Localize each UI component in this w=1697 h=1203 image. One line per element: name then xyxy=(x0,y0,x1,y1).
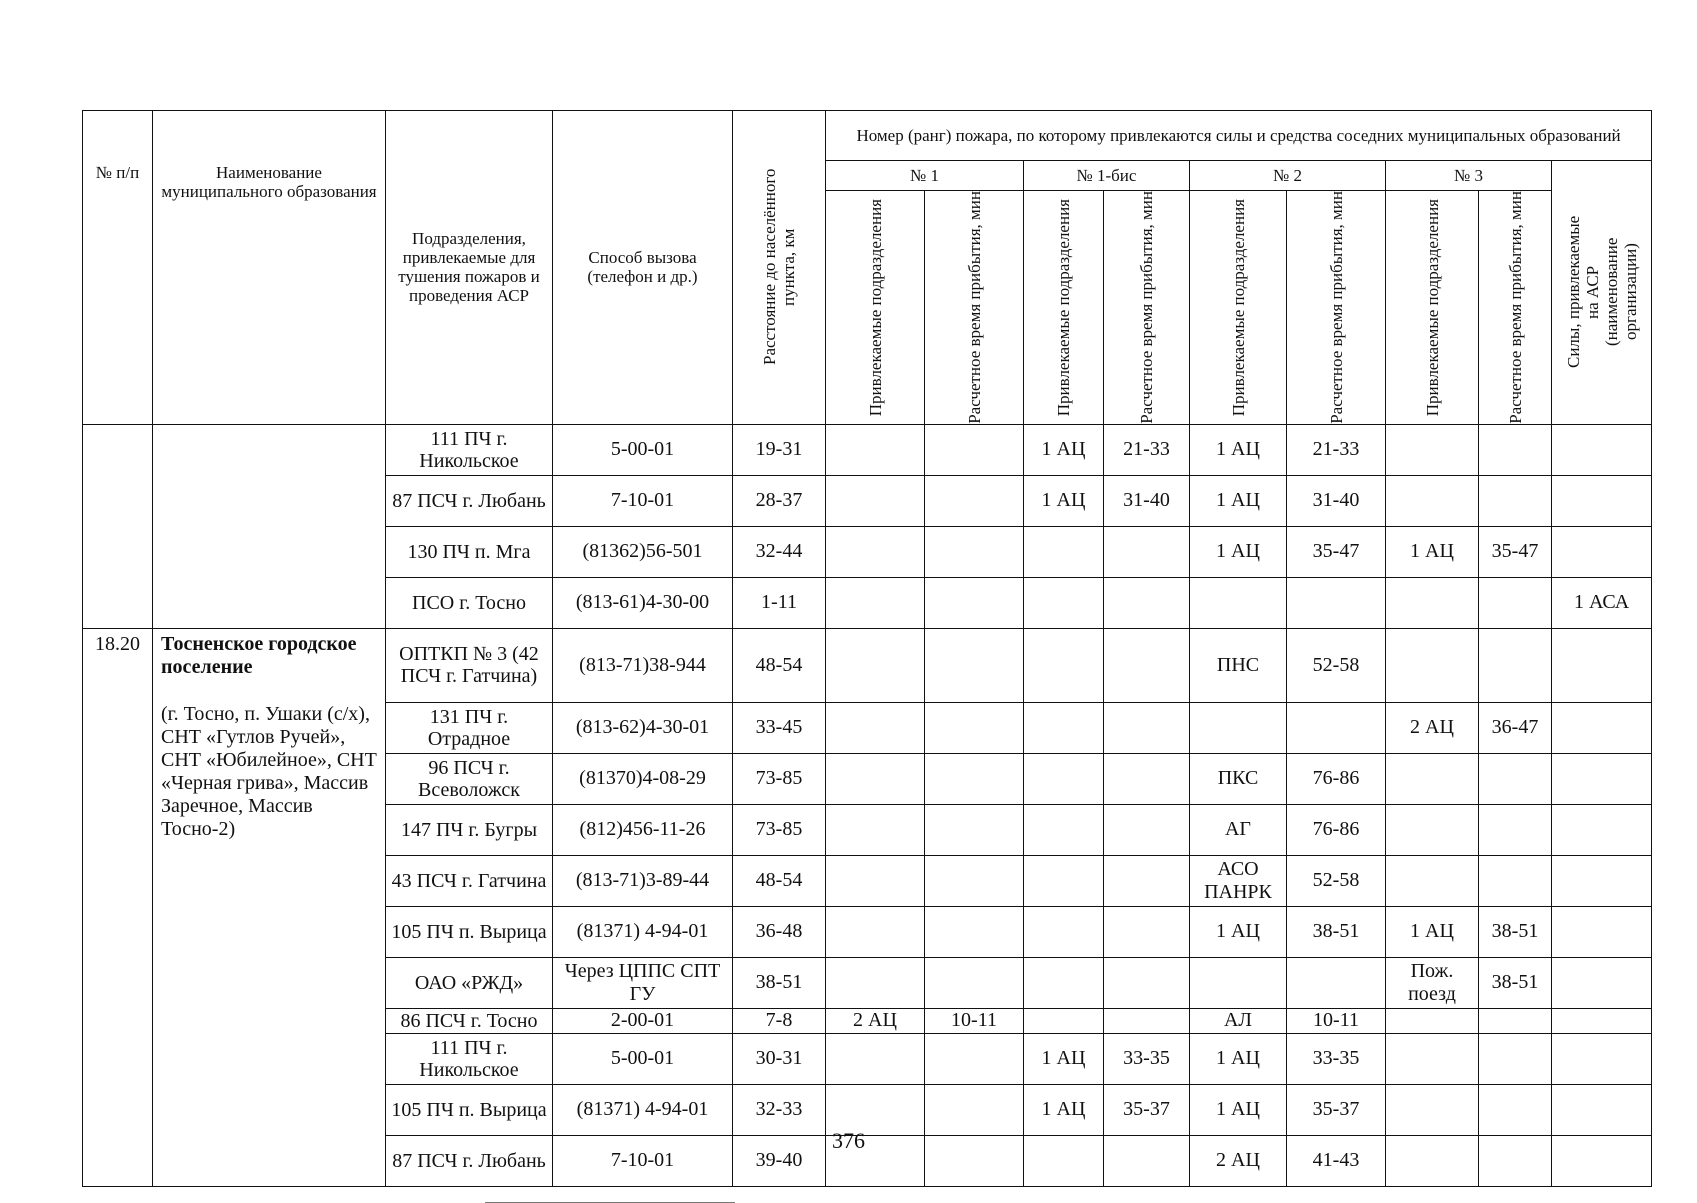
cell-rank2-time: 35-47 xyxy=(1287,526,1386,577)
cell-rank1bis-units xyxy=(1024,906,1104,957)
cell-distance: 32-33 xyxy=(733,1084,826,1135)
cell-rank1-units xyxy=(826,753,925,804)
cell-rank1bis-units: 1 АЦ xyxy=(1024,1084,1104,1135)
cell-rank3-time xyxy=(1479,475,1552,526)
cell-rank1-time xyxy=(925,855,1024,906)
cell-rank2-units: 2 АЦ xyxy=(1190,1135,1287,1186)
cell-distance: 36-48 xyxy=(733,906,826,957)
cell-rank2-units xyxy=(1190,702,1287,753)
cell-rank2-units xyxy=(1190,577,1287,628)
cell-asr-forces xyxy=(1552,906,1652,957)
cell-rank2-time: 10-11 xyxy=(1287,1008,1386,1033)
cell-rank1-units xyxy=(826,906,925,957)
cell-rank3-units xyxy=(1386,628,1479,702)
cell-rank3-time: 38-51 xyxy=(1479,957,1552,1008)
cell-rank1-time xyxy=(925,577,1024,628)
rank1bis-arrival-text: Расчетное время прибытия, мин xyxy=(1137,191,1156,424)
cell-rank3-time: 35-47 xyxy=(1479,526,1552,577)
col-header-number: № п/п xyxy=(83,111,153,425)
cell-rank3-units xyxy=(1386,475,1479,526)
cell-rank1bis-units xyxy=(1024,753,1104,804)
cell-rank1-units xyxy=(826,702,925,753)
rank3-arrival-text: Расчетное время прибытия, мин xyxy=(1505,191,1525,424)
cell-call-method: (81362)56-501 xyxy=(553,526,733,577)
cell-municipality xyxy=(153,628,386,1186)
cell-unit: 105 ПЧ п. Вырица xyxy=(386,1084,553,1135)
cell-rank2-time xyxy=(1287,577,1386,628)
cell-call-method: (813-62)4-30-01 xyxy=(553,702,733,753)
cell-call-method: (81371) 4-94-01 xyxy=(553,906,733,957)
cell-rank1bis-units xyxy=(1024,855,1104,906)
cell-rank2-units: АГ xyxy=(1190,804,1287,855)
cell-call-method: 7-10-01 xyxy=(553,475,733,526)
cell-rank2-time: 35-37 xyxy=(1287,1084,1386,1135)
cell-rank2-time: 76-86 xyxy=(1287,804,1386,855)
cell-call-method: Через ЦППС СПТ ГУ xyxy=(553,957,733,1008)
col-header-units: Подразделения, привлекаемые для тушения пожаров и проведения АСР xyxy=(386,111,553,425)
cell-rank1-time xyxy=(925,526,1024,577)
cell-number-continued xyxy=(83,424,153,628)
cell-rank1-units xyxy=(826,804,925,855)
cell-call-method: 5-00-01 xyxy=(553,424,733,475)
cell-rank1-time xyxy=(925,1033,1024,1084)
col-header-rank-2: № 2 xyxy=(1190,161,1386,191)
cell-rank3-units xyxy=(1386,855,1479,906)
cell-rank3-units xyxy=(1386,1008,1479,1033)
cell-rank1bis-units: 1 АЦ xyxy=(1024,424,1104,475)
cell-rank1bis-units xyxy=(1024,628,1104,702)
cell-rank2-units: 1 АЦ xyxy=(1190,1084,1287,1135)
cell-distance: 33-45 xyxy=(733,702,826,753)
rank1-arrival-text: Расчетное время прибытия, мин xyxy=(964,191,984,424)
cell-rank2-units: ПКС xyxy=(1190,753,1287,804)
cell-rank1bis-units xyxy=(1024,702,1104,753)
col-header-rank1bis-arrival xyxy=(1104,191,1190,425)
cell-rank3-units xyxy=(1386,1033,1479,1084)
cell-asr-forces: 1 АСА xyxy=(1552,577,1652,628)
cell-rank3-time xyxy=(1479,855,1552,906)
cell-rank2-time: 52-58 xyxy=(1287,628,1386,702)
cell-rank3-units xyxy=(1386,753,1479,804)
rank1-involved-text: Привлекаемые подразделения xyxy=(865,198,885,417)
cell-rank1bis-time: 33-35 xyxy=(1104,1033,1190,1084)
cell-rank3-time: 36-47 xyxy=(1479,702,1552,753)
municipality-places: (г. Тосно, п. Ушаки (с/х), СНТ «Гутлов Ручей», СНТ «Юбилейное», СНТ «Черная грива», Массив Заречное, Массив Тосно-2) xyxy=(161,702,377,840)
cell-rank1bis-time xyxy=(1104,906,1190,957)
cell-rank2-units: АСО ПАНРК xyxy=(1190,855,1287,906)
cell-rank3-time xyxy=(1479,753,1552,804)
cell-distance: 48-54 xyxy=(733,855,826,906)
table-row xyxy=(83,424,1652,475)
col-header-rank1-involved xyxy=(826,191,925,425)
cell-call-method: 5-00-01 xyxy=(553,1033,733,1084)
cell-rank1bis-units xyxy=(1024,526,1104,577)
cell-rank1-time xyxy=(925,906,1024,957)
cell-rank1-time xyxy=(925,628,1024,702)
cell-distance: 30-31 xyxy=(733,1033,826,1084)
cell-unit: 147 ПЧ г. Бугры xyxy=(386,804,553,855)
cell-rank2-time: 38-51 xyxy=(1287,906,1386,957)
cell-asr-forces xyxy=(1552,475,1652,526)
distance-header-text: Расстояние до населённого пункта, км xyxy=(760,169,798,366)
cell-rank1bis-time xyxy=(1104,855,1190,906)
cell-row-number: 18.20 xyxy=(83,628,153,1186)
cell-distance: 28-37 xyxy=(733,475,826,526)
cell-asr-forces xyxy=(1552,424,1652,475)
page-number: 376 xyxy=(832,1128,865,1153)
cell-rank3-time xyxy=(1479,424,1552,475)
cell-unit: 131 ПЧ г. Отрадное xyxy=(386,702,553,753)
cell-rank2-time: 21-33 xyxy=(1287,424,1386,475)
cell-rank1bis-time xyxy=(1104,957,1190,1008)
cell-rank1bis-units: 1 АЦ xyxy=(1024,1033,1104,1084)
cell-rank2-units: 1 АЦ xyxy=(1190,1033,1287,1084)
cell-rank1-units: 2 АЦ xyxy=(826,1008,925,1033)
cell-rank2-time: 33-35 xyxy=(1287,1033,1386,1084)
cell-distance: 73-85 xyxy=(733,804,826,855)
cell-unit: 43 ПСЧ г. Гатчина xyxy=(386,855,553,906)
cell-distance: 1-11 xyxy=(733,577,826,628)
table-header xyxy=(83,111,1652,425)
cell-rank1-time xyxy=(925,702,1024,753)
cell-rank1bis-time xyxy=(1104,1008,1190,1033)
cell-rank1-units xyxy=(826,424,925,475)
asr-forces-header-text: Силы, привлекаемые на АСР (наименование организации) xyxy=(1563,216,1640,369)
col-header-rank3-arrival xyxy=(1479,191,1552,425)
cell-asr-forces xyxy=(1552,702,1652,753)
cell-unit: 86 ПСЧ г. Тосно xyxy=(386,1008,553,1033)
col-header-call-method: Способ вызова (телефон и др.) xyxy=(553,111,733,425)
col-header-rank-1: № 1 xyxy=(826,161,1024,191)
cell-asr-forces xyxy=(1552,957,1652,1008)
cell-rank3-time xyxy=(1479,804,1552,855)
cell-rank1-time xyxy=(925,804,1024,855)
cell-asr-forces xyxy=(1552,804,1652,855)
cell-distance: 38-51 xyxy=(733,957,826,1008)
cell-rank1-time xyxy=(925,424,1024,475)
cell-rank2-units: АЛ xyxy=(1190,1008,1287,1033)
cell-rank1-time xyxy=(925,753,1024,804)
cell-rank2-time: 52-58 xyxy=(1287,855,1386,906)
cell-unit: 111 ПЧ г. Никольское xyxy=(386,1033,553,1084)
col-header-distance xyxy=(733,111,826,425)
cell-rank1bis-time xyxy=(1104,702,1190,753)
cell-rank2-units: 1 АЦ xyxy=(1190,475,1287,526)
cell-rank1-units xyxy=(826,526,925,577)
col-header-municipality: Наименование муниципального образования xyxy=(153,111,386,425)
cell-call-method: (813-71)38-944 xyxy=(553,628,733,702)
cell-rank1-time xyxy=(925,475,1024,526)
col-header-rank3-involved xyxy=(1386,191,1479,425)
col-header-rank1-arrival xyxy=(925,191,1024,425)
cell-unit: 96 ПСЧ г. Всеволожск xyxy=(386,753,553,804)
cell-rank3-units xyxy=(1386,804,1479,855)
cell-rank1-units xyxy=(826,628,925,702)
municipality-name: Тосненское городское поселение xyxy=(161,632,357,678)
cell-rank1bis-time xyxy=(1104,526,1190,577)
cell-rank1bis-time xyxy=(1104,804,1190,855)
cell-rank1bis-time: 21-33 xyxy=(1104,424,1190,475)
rank2-arrival-text: Расчетное время прибытия, мин xyxy=(1326,191,1346,424)
cell-unit: 130 ПЧ п. Мга xyxy=(386,526,553,577)
cell-rank3-units xyxy=(1386,424,1479,475)
cell-rank2-units: ПНС xyxy=(1190,628,1287,702)
cell-rank1bis-units xyxy=(1024,957,1104,1008)
cell-call-method: 2-00-01 xyxy=(553,1008,733,1033)
cell-asr-forces xyxy=(1552,1008,1652,1033)
cell-unit: 105 ПЧ п. Вырица xyxy=(386,906,553,957)
cell-rank3-units xyxy=(1386,577,1479,628)
cell-call-method: (81371) 4-94-01 xyxy=(553,1084,733,1135)
cell-rank2-time: 41-43 xyxy=(1287,1135,1386,1186)
col-header-rank2-arrival xyxy=(1287,191,1386,425)
cell-call-method: 7-10-01 xyxy=(553,1135,733,1186)
cell-asr-forces xyxy=(1552,753,1652,804)
cell-call-method: (813-61)4-30-00 xyxy=(553,577,733,628)
cell-distance: 32-44 xyxy=(733,526,826,577)
cell-asr-forces xyxy=(1552,1033,1652,1084)
col-header-rank2-involved xyxy=(1190,191,1287,425)
cell-rank1bis-units xyxy=(1024,577,1104,628)
cell-rank1-units xyxy=(826,957,925,1008)
cell-asr-forces xyxy=(1552,855,1652,906)
cell-rank1bis-units xyxy=(1024,1008,1104,1033)
fire-forces-table-sheet xyxy=(82,110,1650,1187)
cell-call-method: (813-71)3-89-44 xyxy=(553,855,733,906)
col-header-rank-3: № 3 xyxy=(1386,161,1552,191)
cell-rank1-units xyxy=(826,855,925,906)
cell-rank3-units: 1 АЦ xyxy=(1386,526,1479,577)
cell-unit: ОПТКП № 3 (42 ПСЧ г. Гатчина) xyxy=(386,628,553,702)
cell-rank3-units: Пож. поезд xyxy=(1386,957,1479,1008)
cell-rank3-units: 1 АЦ xyxy=(1386,906,1479,957)
col-header-fire-rank: Номер (ранг) пожара, по которому привлекаются силы и средства соседних муниципальных образований xyxy=(826,111,1652,161)
cell-rank3-time xyxy=(1479,1008,1552,1033)
cell-unit: ОАО «РЖД» xyxy=(386,957,553,1008)
rank3-involved-text: Привлекаемые подразделения xyxy=(1422,198,1442,417)
col-header-rank1bis-involved xyxy=(1024,191,1104,425)
cell-rank1bis-time xyxy=(1104,628,1190,702)
rank1bis-involved-text: Привлекаемые подразделения xyxy=(1054,198,1073,417)
cell-rank2-time xyxy=(1287,702,1386,753)
cell-unit: 111 ПЧ г. Никольское xyxy=(386,424,553,475)
cell-distance: 39-40 xyxy=(733,1135,826,1186)
cell-rank2-units: 1 АЦ xyxy=(1190,906,1287,957)
cell-rank1bis-units xyxy=(1024,804,1104,855)
cell-distance: 19-31 xyxy=(733,424,826,475)
cell-rank1bis-units: 1 АЦ xyxy=(1024,475,1104,526)
table-body xyxy=(83,424,1652,1186)
cell-rank2-time: 76-86 xyxy=(1287,753,1386,804)
cell-rank2-time: 31-40 xyxy=(1287,475,1386,526)
cell-rank1bis-time: 35-37 xyxy=(1104,1084,1190,1135)
cell-rank2-units xyxy=(1190,957,1287,1008)
cell-rank2-time xyxy=(1287,957,1386,1008)
cell-rank1bis-time xyxy=(1104,753,1190,804)
cell-unit: 87 ПСЧ г. Любань xyxy=(386,1135,553,1186)
cell-rank1-units xyxy=(826,475,925,526)
cell-rank3-time xyxy=(1479,577,1552,628)
cell-distance: 7-8 xyxy=(733,1008,826,1033)
cell-rank1-units xyxy=(826,577,925,628)
cell-rank1-time: 10-11 xyxy=(925,1008,1024,1033)
cell-rank2-units: 1 АЦ xyxy=(1190,526,1287,577)
cell-rank2-units: 1 АЦ xyxy=(1190,424,1287,475)
table-row xyxy=(83,628,1652,702)
cell-rank3-time xyxy=(1479,1033,1552,1084)
cell-municipality-continued xyxy=(153,424,386,628)
cell-call-method: (81370)4-08-29 xyxy=(553,753,733,804)
cell-asr-forces xyxy=(1552,628,1652,702)
cell-rank1-units xyxy=(826,1033,925,1084)
col-header-asr-forces xyxy=(1552,161,1652,425)
cell-rank3-time xyxy=(1479,628,1552,702)
cell-call-method: (812)456-11-26 xyxy=(553,804,733,855)
cell-rank3-units: 2 АЦ xyxy=(1386,702,1479,753)
cell-asr-forces xyxy=(1552,526,1652,577)
cell-distance: 73-85 xyxy=(733,753,826,804)
cell-rank1-time xyxy=(925,957,1024,1008)
col-header-rank-1bis: № 1-бис xyxy=(1024,161,1190,191)
cell-distance: 48-54 xyxy=(733,628,826,702)
cell-unit: ПСО г. Тосно xyxy=(386,577,553,628)
cell-unit: 87 ПСЧ г. Любань xyxy=(386,475,553,526)
cell-rank3-time: 38-51 xyxy=(1479,906,1552,957)
cell-rank1bis-time: 31-40 xyxy=(1104,475,1190,526)
fire-forces-table xyxy=(82,110,1652,1187)
cell-rank1bis-time xyxy=(1104,577,1190,628)
rank2-involved-text: Привлекаемые подразделения xyxy=(1228,198,1248,417)
